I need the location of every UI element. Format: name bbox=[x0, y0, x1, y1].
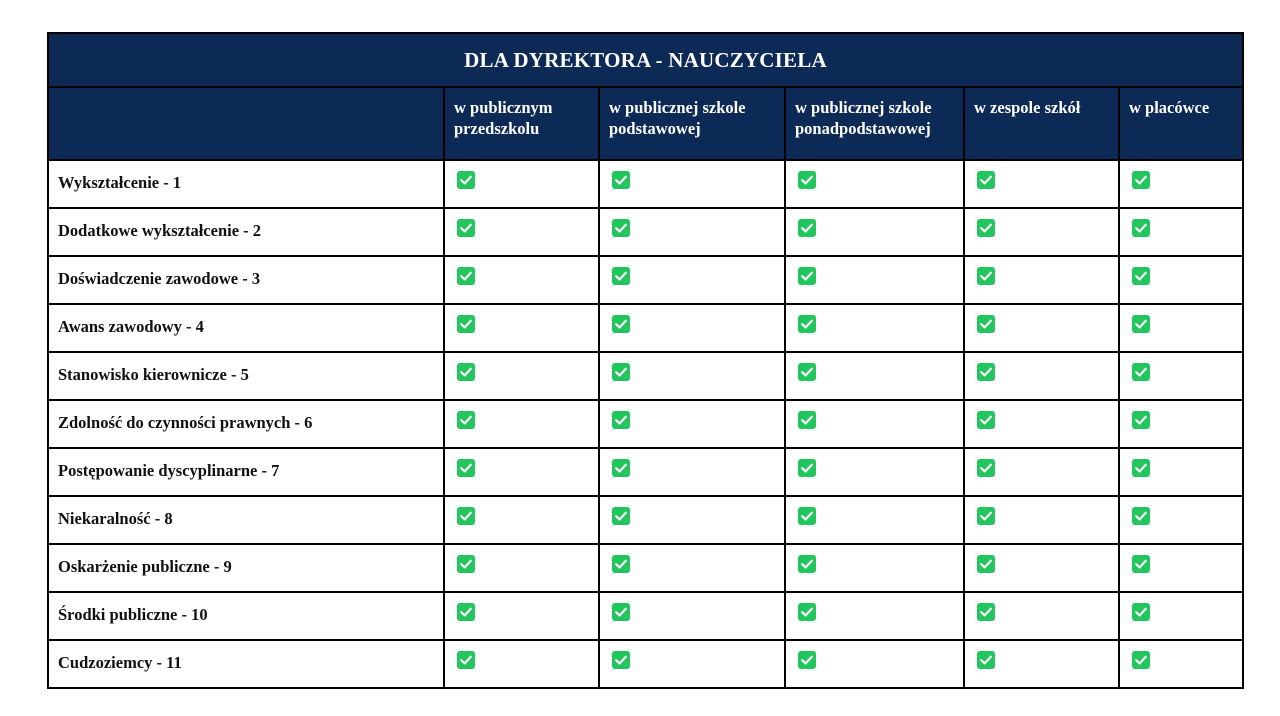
check-box-icon bbox=[457, 219, 475, 237]
row-label: Doświadczenie zawodowe - 3 bbox=[48, 256, 444, 304]
column-header-row bbox=[48, 87, 1243, 160]
check-cell bbox=[964, 304, 1119, 352]
check-box-icon bbox=[1132, 555, 1150, 573]
table-title-row bbox=[48, 33, 1243, 87]
check-box-icon bbox=[1132, 267, 1150, 285]
check-cell bbox=[444, 208, 599, 256]
table-row bbox=[48, 496, 1243, 544]
row-label: Cudzoziemcy - 11 bbox=[48, 640, 444, 688]
check-cell bbox=[1119, 592, 1243, 640]
check-cell bbox=[599, 352, 785, 400]
check-cell bbox=[785, 160, 964, 208]
check-cell bbox=[964, 352, 1119, 400]
check-cell bbox=[785, 304, 964, 352]
check-box-icon bbox=[612, 267, 630, 285]
row-label: Niekaralność - 8 bbox=[48, 496, 444, 544]
check-cell bbox=[1119, 304, 1243, 352]
row-label: Stanowisko kierownicze - 5 bbox=[48, 352, 444, 400]
row-label: Wykształcenie - 1 bbox=[48, 160, 444, 208]
check-cell bbox=[444, 592, 599, 640]
check-box-icon bbox=[1132, 459, 1150, 477]
table-row bbox=[48, 448, 1243, 496]
check-cell bbox=[599, 544, 785, 592]
check-cell bbox=[964, 592, 1119, 640]
check-box-icon bbox=[612, 171, 630, 189]
check-cell bbox=[444, 448, 599, 496]
check-box-icon bbox=[977, 171, 995, 189]
check-cell bbox=[1119, 160, 1243, 208]
row-label: Awans zawodowy - 4 bbox=[48, 304, 444, 352]
row-label: Oskarżenie publiczne - 9 bbox=[48, 544, 444, 592]
check-cell bbox=[444, 256, 599, 304]
check-box-icon bbox=[798, 411, 816, 429]
check-cell bbox=[785, 496, 964, 544]
check-box-icon bbox=[612, 315, 630, 333]
column-header-szkola-ponadpodstawowa: w publicznej szkole ponadpodstawowej bbox=[785, 87, 964, 160]
check-cell bbox=[599, 400, 785, 448]
check-box-icon bbox=[798, 315, 816, 333]
check-box-icon bbox=[457, 603, 475, 621]
check-cell bbox=[785, 640, 964, 688]
check-box-icon bbox=[457, 459, 475, 477]
check-box-icon bbox=[612, 411, 630, 429]
corner-header bbox=[48, 87, 444, 160]
check-box-icon bbox=[977, 651, 995, 669]
requirements-table-container bbox=[47, 32, 1242, 689]
check-box-icon bbox=[612, 555, 630, 573]
check-box-icon bbox=[1132, 411, 1150, 429]
check-cell bbox=[1119, 544, 1243, 592]
column-header-szkola-podstawowa: w publicznej szkole podstawowej bbox=[599, 87, 785, 160]
check-cell bbox=[964, 400, 1119, 448]
check-cell bbox=[599, 208, 785, 256]
table-row bbox=[48, 160, 1243, 208]
check-cell bbox=[785, 352, 964, 400]
check-box-icon bbox=[1132, 219, 1150, 237]
check-cell bbox=[964, 640, 1119, 688]
table-row bbox=[48, 304, 1243, 352]
row-label: Dodatkowe wykształcenie - 2 bbox=[48, 208, 444, 256]
row-label: Postępowanie dyscyplinarne - 7 bbox=[48, 448, 444, 496]
check-cell bbox=[964, 256, 1119, 304]
column-header-placowka: w placówce bbox=[1119, 87, 1243, 160]
check-cell bbox=[1119, 640, 1243, 688]
requirements-table bbox=[47, 32, 1244, 689]
table-row bbox=[48, 256, 1243, 304]
check-box-icon bbox=[1132, 507, 1150, 525]
check-box-icon bbox=[457, 411, 475, 429]
check-cell bbox=[444, 304, 599, 352]
check-cell bbox=[1119, 448, 1243, 496]
check-cell bbox=[964, 160, 1119, 208]
check-cell bbox=[1119, 208, 1243, 256]
check-box-icon bbox=[798, 219, 816, 237]
check-cell bbox=[964, 448, 1119, 496]
check-box-icon bbox=[457, 507, 475, 525]
check-cell bbox=[785, 592, 964, 640]
check-box-icon bbox=[977, 459, 995, 477]
check-cell bbox=[599, 496, 785, 544]
row-label: Środki publiczne - 10 bbox=[48, 592, 444, 640]
check-cell bbox=[785, 208, 964, 256]
check-cell bbox=[964, 544, 1119, 592]
check-box-icon bbox=[798, 363, 816, 381]
check-box-icon bbox=[977, 603, 995, 621]
check-cell bbox=[444, 400, 599, 448]
check-box-icon bbox=[457, 555, 475, 573]
check-box-icon bbox=[798, 651, 816, 669]
check-box-icon bbox=[977, 267, 995, 285]
check-cell bbox=[444, 496, 599, 544]
check-cell bbox=[444, 352, 599, 400]
check-box-icon bbox=[612, 459, 630, 477]
check-box-icon bbox=[977, 315, 995, 333]
check-box-icon bbox=[1132, 603, 1150, 621]
check-box-icon bbox=[612, 219, 630, 237]
check-box-icon bbox=[977, 507, 995, 525]
check-box-icon bbox=[457, 315, 475, 333]
check-box-icon bbox=[612, 363, 630, 381]
check-box-icon bbox=[1132, 651, 1150, 669]
check-box-icon bbox=[798, 459, 816, 477]
check-cell bbox=[599, 640, 785, 688]
check-box-icon bbox=[457, 363, 475, 381]
check-cell bbox=[785, 256, 964, 304]
check-box-icon bbox=[457, 171, 475, 189]
check-cell bbox=[964, 208, 1119, 256]
check-box-icon bbox=[612, 603, 630, 621]
check-box-icon bbox=[977, 411, 995, 429]
check-cell bbox=[1119, 352, 1243, 400]
check-box-icon bbox=[977, 555, 995, 573]
check-cell bbox=[964, 496, 1119, 544]
column-header-zespol-szkol: w zespole szkół bbox=[964, 87, 1119, 160]
table-title: DLA DYREKTORA - NAUCZYCIELA bbox=[48, 33, 1243, 87]
check-box-icon bbox=[798, 267, 816, 285]
check-cell bbox=[444, 160, 599, 208]
check-box-icon bbox=[1132, 171, 1150, 189]
check-cell bbox=[599, 592, 785, 640]
check-cell bbox=[444, 544, 599, 592]
check-cell bbox=[599, 160, 785, 208]
table-body bbox=[48, 160, 1243, 688]
row-label: Zdolność do czynności prawnych - 6 bbox=[48, 400, 444, 448]
check-box-icon bbox=[1132, 315, 1150, 333]
check-box-icon bbox=[612, 507, 630, 525]
check-box-icon bbox=[457, 267, 475, 285]
check-cell bbox=[599, 304, 785, 352]
column-header-przedszkole: w publicznym przedszkolu bbox=[444, 87, 599, 160]
check-cell bbox=[444, 640, 599, 688]
table-row bbox=[48, 400, 1243, 448]
check-cell bbox=[785, 448, 964, 496]
check-cell bbox=[599, 256, 785, 304]
check-box-icon bbox=[977, 363, 995, 381]
table-row bbox=[48, 640, 1243, 688]
check-cell bbox=[599, 448, 785, 496]
check-cell bbox=[785, 544, 964, 592]
check-cell bbox=[1119, 496, 1243, 544]
table-row bbox=[48, 208, 1243, 256]
table-row bbox=[48, 592, 1243, 640]
check-cell bbox=[1119, 400, 1243, 448]
check-cell bbox=[785, 400, 964, 448]
check-box-icon bbox=[1132, 363, 1150, 381]
check-box-icon bbox=[798, 171, 816, 189]
check-box-icon bbox=[798, 603, 816, 621]
check-box-icon bbox=[457, 651, 475, 669]
check-cell bbox=[1119, 256, 1243, 304]
table-row bbox=[48, 352, 1243, 400]
check-box-icon bbox=[798, 507, 816, 525]
check-box-icon bbox=[977, 219, 995, 237]
table-row bbox=[48, 544, 1243, 592]
check-box-icon bbox=[612, 651, 630, 669]
check-box-icon bbox=[798, 555, 816, 573]
